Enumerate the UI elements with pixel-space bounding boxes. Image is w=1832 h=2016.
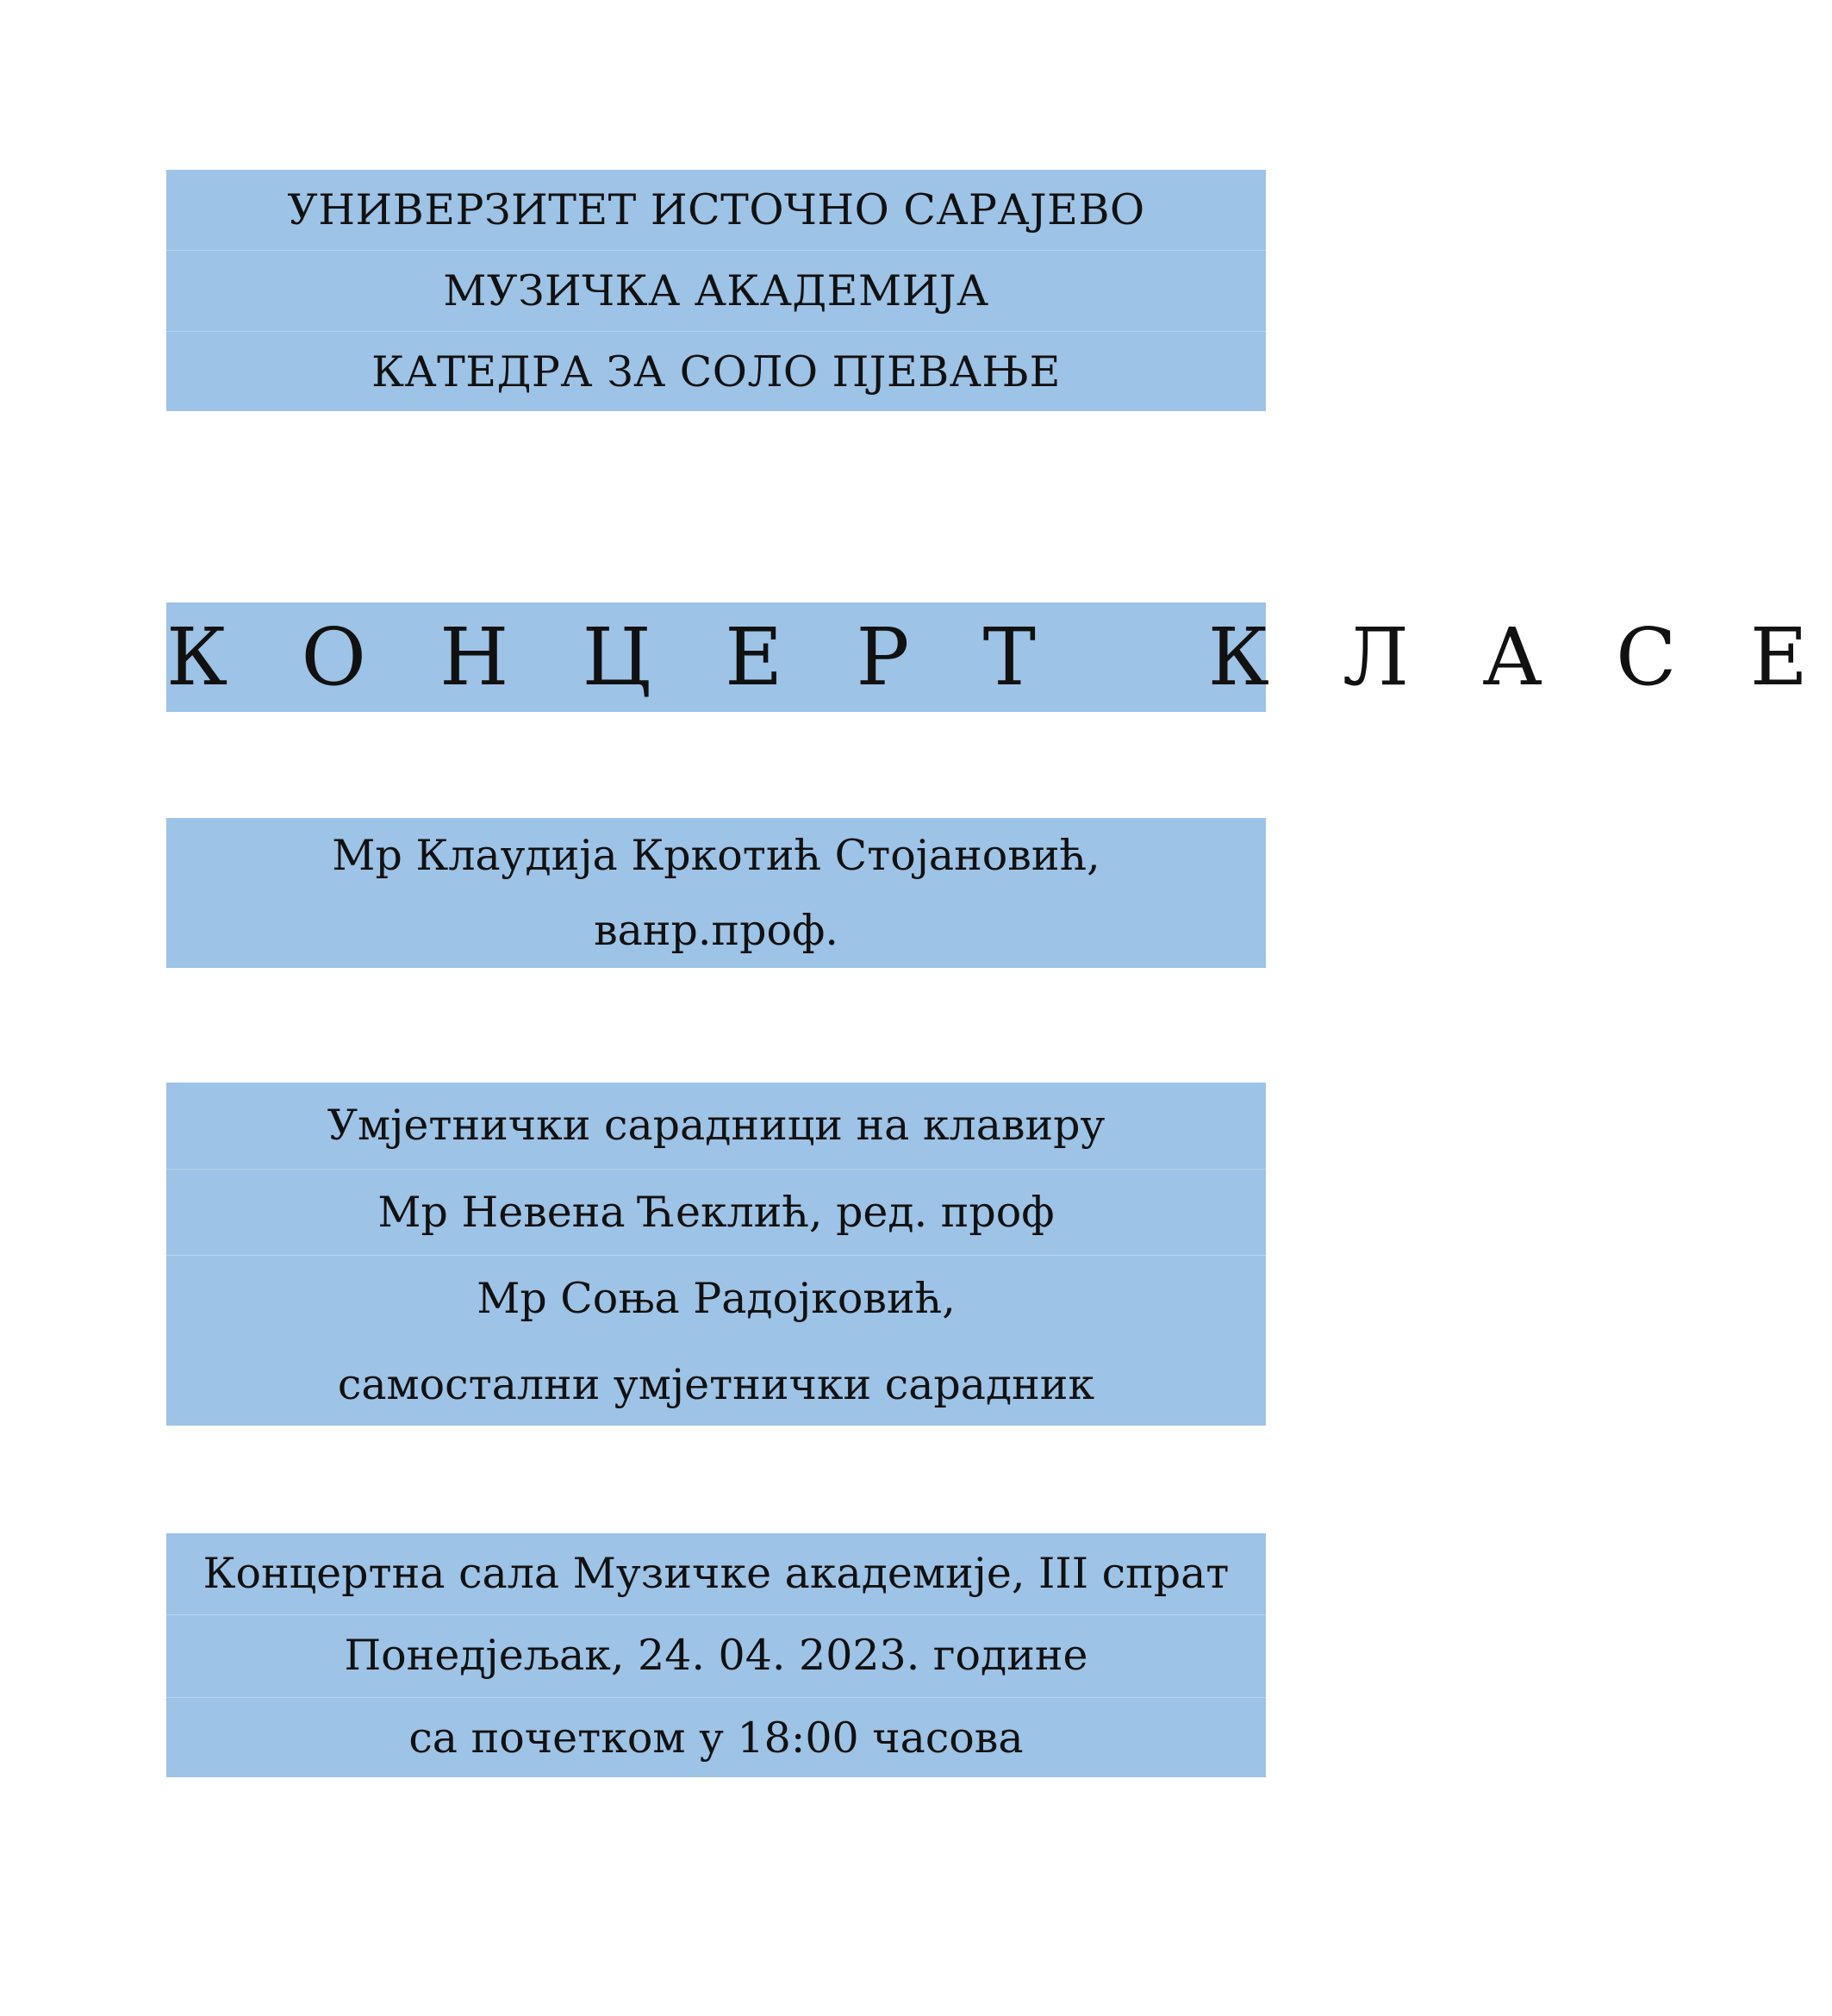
professor-band [166, 818, 1266, 968]
university-name: УНИВЕРЗИТЕТ ИСТОЧНО САРАЈЕВО [287, 185, 1145, 234]
venue-hall: Концертна сала Музичке академије, III спрат [203, 1549, 1230, 1598]
header-band [166, 170, 1266, 411]
accompanists-band [166, 1083, 1266, 1426]
professor-rank: ванр.проф. [594, 906, 838, 955]
concert-time: са почетком у 18:00 часова [166, 1697, 1266, 1779]
professor-name: Мр Клаудија Кркотић Стојановић, [332, 831, 1100, 880]
accompanist-first: Мр Невена Ћеклић, ред. проф [166, 1169, 1266, 1256]
concert-title: К О Н Ц Е Р Т К Л А С Е [166, 611, 1832, 703]
accompanists-heading: Умјетнички сарадници на клавиру [327, 1101, 1106, 1150]
accompanist-second-name: Мр Соња Радојковић, [166, 1255, 1266, 1342]
department-name: КАТЕДРА ЗА СОЛО ПЈЕВАЊЕ [166, 331, 1266, 412]
concert-date: Понедјељак, 24. 04. 2023. године [166, 1614, 1266, 1696]
accompanist-second-role: самостални умјетнички сарадник [337, 1359, 1095, 1409]
venue-band [166, 1533, 1266, 1777]
academy-name: МУЗИЧКА АКАДЕМИЈА [166, 250, 1266, 331]
concert-title-band [166, 602, 1832, 712]
